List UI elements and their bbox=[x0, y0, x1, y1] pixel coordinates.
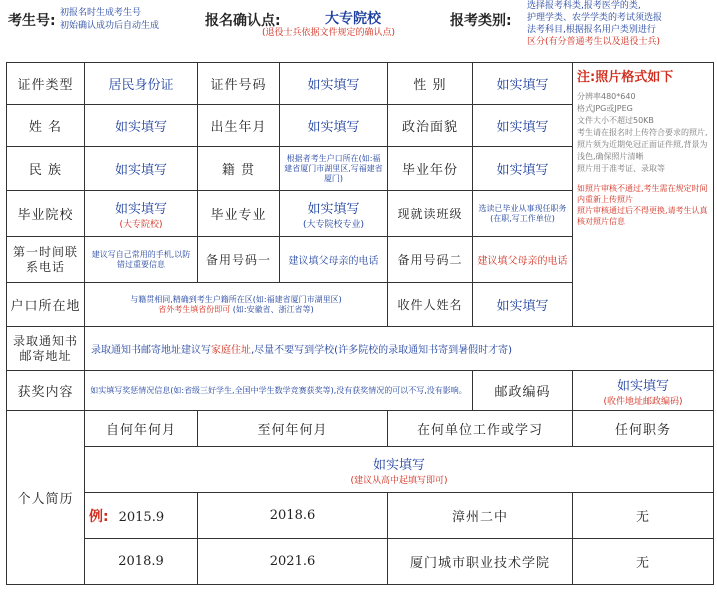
postcode-value: 如实填写 bbox=[616, 378, 669, 394]
id-type-label: 证件类型 bbox=[7, 63, 85, 105]
name-label: 姓 名 bbox=[7, 105, 85, 147]
resume-fill-cell[interactable] bbox=[85, 447, 714, 493]
hukou-note-2: 省外考生填省份即可 bbox=[158, 304, 231, 314]
major-value-cell[interactable] bbox=[280, 191, 388, 237]
backup1-label: 备用号码一 bbox=[198, 237, 280, 283]
mail-value-a: 录取通知书邮寄地址建议写 bbox=[91, 345, 211, 356]
example-label: 例: bbox=[89, 508, 109, 525]
school-label: 毕业院校 bbox=[7, 191, 85, 237]
resume-label: 个人简历 bbox=[7, 411, 85, 585]
photo-line-1: 分辨率480*640 bbox=[577, 92, 636, 101]
postcode-cell[interactable] bbox=[573, 371, 714, 411]
nation-value[interactable]: 如实填写 bbox=[85, 147, 198, 191]
registration-table bbox=[6, 62, 714, 585]
id-type-value[interactable]: 居民身份证 bbox=[85, 63, 198, 105]
resume-header-from: 自何年何月 bbox=[85, 411, 198, 447]
category-note-1: 选择报考科类,报考医学的类, bbox=[527, 1, 641, 11]
current-label: 现就读班级 bbox=[388, 191, 473, 237]
resume-row-2-from[interactable]: 2018.9 bbox=[85, 539, 198, 585]
grad-year-value[interactable]: 如实填写 bbox=[473, 147, 573, 191]
resume-row-2-to[interactable]: 2021.6 bbox=[198, 539, 388, 585]
form-header bbox=[0, 0, 717, 60]
phone-label: 第一时间联系电话 bbox=[7, 237, 85, 283]
backup2-value[interactable]: 建议填父母亲的电话 bbox=[473, 237, 573, 283]
birth-label: 出生年月 bbox=[198, 105, 280, 147]
resume-row-1-position[interactable]: 无 bbox=[573, 493, 714, 539]
mail-label: 录取通知书邮寄地址 bbox=[7, 327, 85, 371]
resume-header-position: 任何职务 bbox=[573, 411, 714, 447]
major-value: 如实填写 bbox=[307, 201, 360, 217]
award-label: 获奖内容 bbox=[7, 371, 85, 411]
photo-red-2: 照片审核通过后不得更换,请考生认真核对照片信息 bbox=[577, 206, 708, 226]
hukou-cell[interactable] bbox=[85, 283, 388, 327]
exam-no-note-1: 初报名时生成考生号 bbox=[60, 8, 142, 18]
photo-requirements bbox=[573, 63, 714, 327]
photo-line-4: 考生请在报名时上传符合要求的照片,照片须为近期免冠正面证件照,背景为浅色,确保照片清晰 bbox=[577, 128, 708, 161]
politics-label: 政治面貌 bbox=[388, 105, 473, 147]
backup2-label: 备用号码二 bbox=[388, 237, 473, 283]
hukou-label: 户口所在地 bbox=[7, 283, 85, 327]
postcode-sub: (收件地址邮政编码) bbox=[603, 396, 683, 407]
native-label: 籍 贯 bbox=[198, 147, 280, 191]
mail-value-c: ,尽量不要写到学校(许多院校的录取通知书寄到暑假时才寄) bbox=[251, 345, 512, 356]
school-value-cell[interactable] bbox=[85, 191, 198, 237]
mail-value-cell[interactable] bbox=[85, 327, 714, 371]
mail-value-b: 家庭住址 bbox=[211, 345, 251, 356]
resume-row-2-position[interactable]: 无 bbox=[573, 539, 714, 585]
name-value[interactable]: 如实填写 bbox=[85, 105, 198, 147]
confirm-point-note: (退役士兵依据文件规定的确认点) bbox=[262, 28, 396, 38]
resume-row-1-from-cell[interactable] bbox=[85, 493, 198, 539]
resume-row-1-to[interactable]: 2018.6 bbox=[198, 493, 388, 539]
hukou-note-1: 与籍贯相同,精确到考生户籍所在区(如:福建省厦门市湖里区) bbox=[130, 294, 342, 304]
photo-line-5: 照片用于准考证、录取等 bbox=[577, 164, 665, 173]
confirm-point-value: 大专院校 bbox=[325, 11, 381, 27]
id-no-label: 证件号码 bbox=[198, 63, 280, 105]
resume-row-1-unit[interactable]: 漳州二中 bbox=[388, 493, 573, 539]
receiver-value[interactable]: 如实填写 bbox=[473, 283, 573, 327]
exam-no-label: 考生号: bbox=[8, 13, 56, 29]
nation-label: 民 族 bbox=[7, 147, 85, 191]
resume-row bbox=[7, 493, 714, 539]
hukou-note-3: (如:安徽省、浙江省等) bbox=[232, 304, 314, 314]
current-note[interactable]: 选读已毕业从事现任职务(在职,写工作单位) bbox=[473, 191, 573, 237]
photo-title: 注:照片格式如下 bbox=[577, 70, 674, 85]
major-label: 毕业专业 bbox=[198, 191, 280, 237]
resume-header-to: 至何年何月 bbox=[198, 411, 388, 447]
backup1-value[interactable]: 建议填父母亲的电话 bbox=[280, 237, 388, 283]
school-value: 如实填写 bbox=[114, 201, 167, 217]
category-note-3: 法考科目,根据报名用户类别进行 bbox=[527, 25, 656, 35]
politics-value[interactable]: 如实填写 bbox=[473, 105, 573, 147]
photo-line-3: 文件大小不超过50KB bbox=[577, 116, 654, 125]
photo-line-2: 格式JPG或JPEG bbox=[577, 104, 633, 113]
resume-row bbox=[7, 539, 714, 585]
school-sub: (大专院校) bbox=[119, 219, 163, 230]
receiver-label: 收件人姓名 bbox=[388, 283, 473, 327]
photo-red-1: 如照片审核不通过,考生需在规定时间内重新上传照片 bbox=[577, 184, 708, 204]
postcode-label: 邮政编码 bbox=[473, 371, 573, 411]
native-note[interactable]: 根据者考生户口所在(如:福建省厦门市湖里区,写福建省厦门) bbox=[280, 147, 388, 191]
award-note[interactable]: 如实填写奖惩情况信息(如:省级三好学生,全国中学生数学竞赛获奖等),没有获奖情况的可以不写,没有影响。 bbox=[85, 371, 473, 411]
grad-year-label: 毕业年份 bbox=[388, 147, 473, 191]
resume-row-2-unit[interactable]: 厦门城市职业技术学院 bbox=[388, 539, 573, 585]
resume-header-unit: 在何单位工作或学习 bbox=[388, 411, 573, 447]
phone-note[interactable]: 建议写自己常用的手机,以防错过重要信息 bbox=[85, 237, 198, 283]
category-label: 报考类别: bbox=[450, 13, 512, 29]
category-note-4: 区分(有分普通考生以及退役士兵) bbox=[527, 37, 661, 47]
resume-fill-sub: (建议从高中起填写即可) bbox=[350, 475, 448, 486]
birth-value[interactable]: 如实填写 bbox=[280, 105, 388, 147]
resume-fill-hint: 如实填写 bbox=[372, 457, 425, 473]
gender-value[interactable]: 如实填写 bbox=[473, 63, 573, 105]
exam-no-note-2: 初始确认成功后自动生成 bbox=[60, 21, 160, 31]
resume-row-1-from: 2015.9 bbox=[118, 509, 165, 525]
major-sub: (大专院校专业) bbox=[302, 219, 365, 230]
category-note-2: 护理学类、农学学类的考试须选报 bbox=[527, 13, 663, 23]
gender-label: 性 别 bbox=[388, 63, 473, 105]
confirm-point-label: 报名确认点: bbox=[205, 13, 281, 29]
id-no-value[interactable]: 如实填写 bbox=[280, 63, 388, 105]
